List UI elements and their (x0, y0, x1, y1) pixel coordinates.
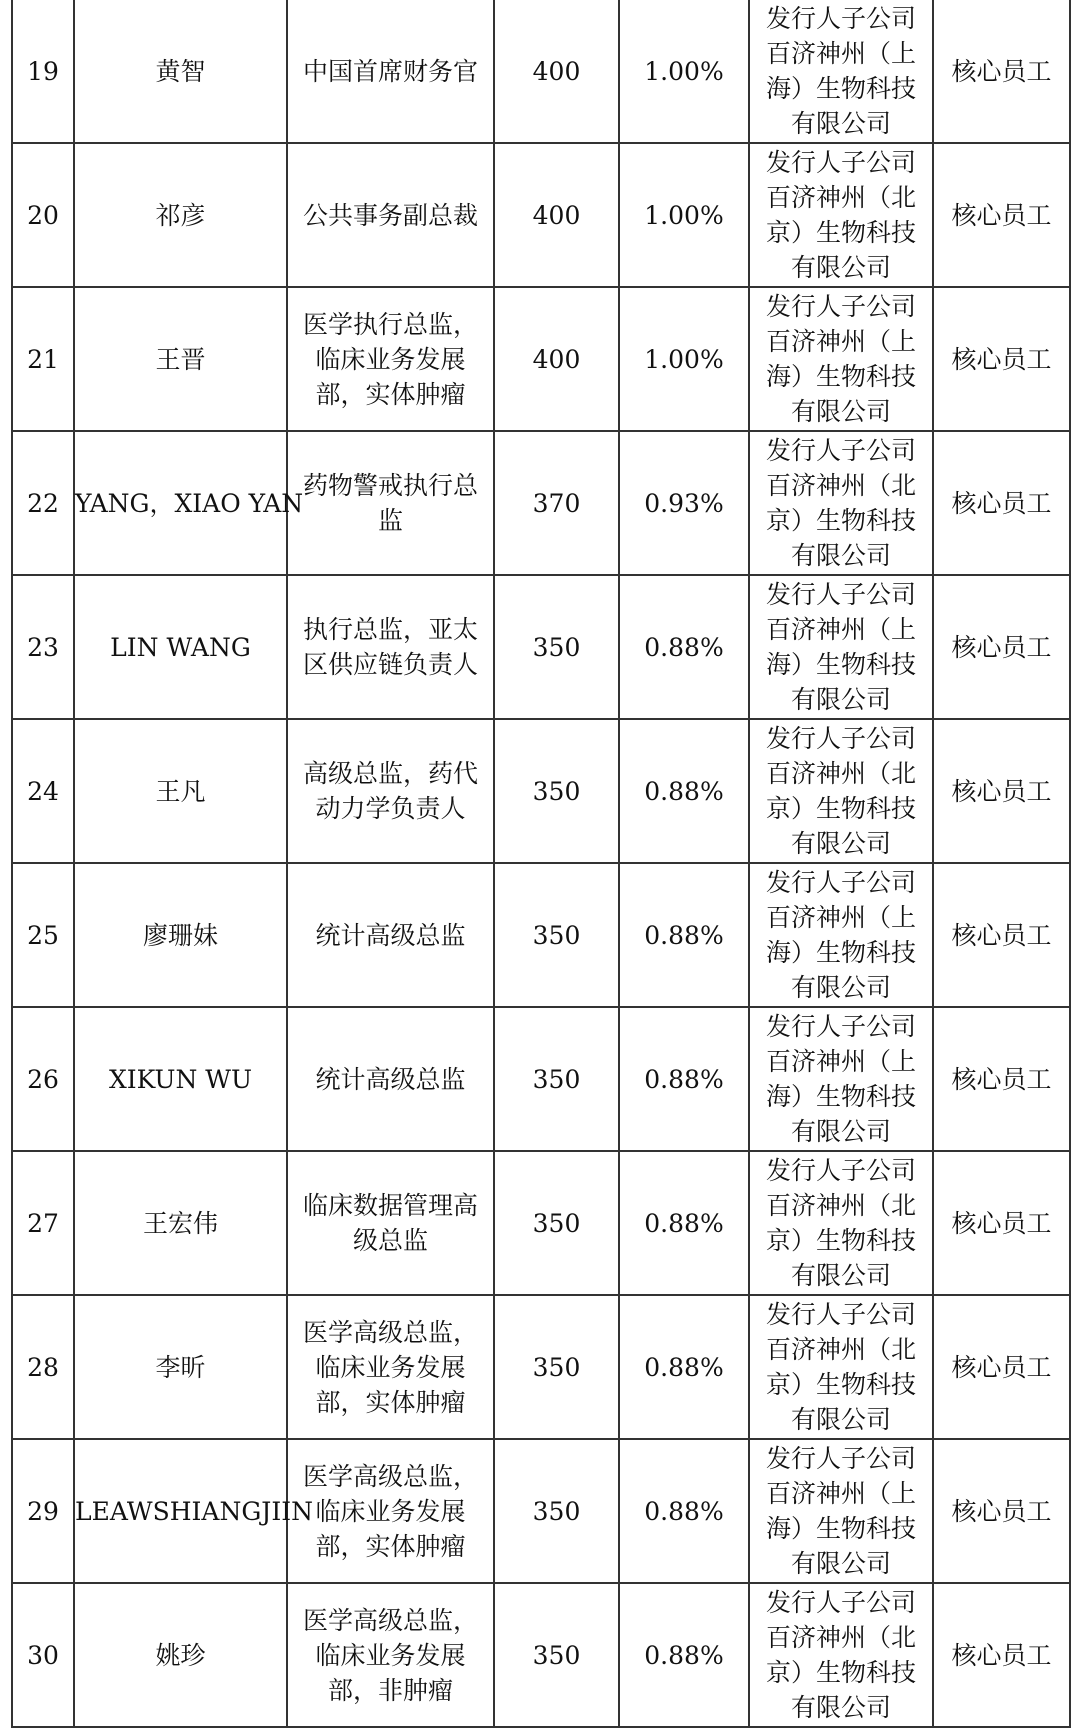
row-number: 20 (12, 143, 74, 287)
row-number: 23 (12, 575, 74, 719)
share-amount: 350 (494, 1439, 619, 1583)
employer: 发行人子公司百济神州（上海）生物科技有限公司 (749, 1439, 933, 1583)
share-amount: 350 (494, 1295, 619, 1439)
row-number: 26 (12, 1007, 74, 1151)
employee-type: 核心员工 (933, 1439, 1070, 1583)
table-row (12, 575, 1070, 719)
employee-allocation-table (11, 0, 1071, 1728)
employer: 发行人子公司百济神州（上海）生物科技有限公司 (749, 575, 933, 719)
table-row (12, 0, 1070, 143)
row-number: 30 (12, 1583, 74, 1727)
table-row (12, 719, 1070, 863)
share-percentage: 0.93% (619, 431, 749, 575)
employee-name: 廖珊妹 (74, 863, 287, 1007)
share-amount: 350 (494, 1007, 619, 1151)
share-amount: 350 (494, 1583, 619, 1727)
share-percentage: 0.88% (619, 1439, 749, 1583)
row-number: 19 (12, 0, 74, 143)
table-row (12, 1583, 1070, 1727)
employee-name: 王宏伟 (74, 1151, 287, 1295)
row-number: 29 (12, 1439, 74, 1583)
job-title: 药物警戒执行总监 (287, 431, 494, 575)
employee-type: 核心员工 (933, 431, 1070, 575)
employee-type: 核心员工 (933, 1007, 1070, 1151)
employer: 发行人子公司百济神州（上海）生物科技有限公司 (749, 1007, 933, 1151)
row-number: 28 (12, 1295, 74, 1439)
employee-type: 核心员工 (933, 0, 1070, 143)
employee-type: 核心员工 (933, 1295, 1070, 1439)
table-row (12, 863, 1070, 1007)
share-percentage: 0.88% (619, 1151, 749, 1295)
job-title: 高级总监，药代动力学负责人 (287, 719, 494, 863)
share-amount: 350 (494, 719, 619, 863)
job-title: 执行总监，亚太区供应链负责人 (287, 575, 494, 719)
share-amount: 370 (494, 431, 619, 575)
share-percentage: 1.00% (619, 287, 749, 431)
employee-type: 核心员工 (933, 1583, 1070, 1727)
employee-name: 祁彦 (74, 143, 287, 287)
employee-name: YANG，XIAO YAN (74, 431, 287, 575)
table-row (12, 1151, 1070, 1295)
employer: 发行人子公司百济神州（北京）生物科技有限公司 (749, 431, 933, 575)
job-title: 医学高级总监，临床业务发展部，实体肿瘤 (287, 1439, 494, 1583)
job-title: 中国首席财务官 (287, 0, 494, 143)
row-number: 25 (12, 863, 74, 1007)
job-title: 临床数据管理高级总监 (287, 1151, 494, 1295)
employer: 发行人子公司百济神州（北京）生物科技有限公司 (749, 1583, 933, 1727)
employee-type: 核心员工 (933, 1151, 1070, 1295)
share-percentage: 1.00% (619, 0, 749, 143)
share-amount: 350 (494, 1151, 619, 1295)
job-title: 医学执行总监，临床业务发展部，实体肿瘤 (287, 287, 494, 431)
share-percentage: 0.88% (619, 863, 749, 1007)
share-percentage: 0.88% (619, 575, 749, 719)
share-percentage: 1.00% (619, 143, 749, 287)
employee-type: 核心员工 (933, 143, 1070, 287)
share-percentage: 0.88% (619, 719, 749, 863)
share-amount: 400 (494, 143, 619, 287)
table-row (12, 287, 1070, 431)
employer: 发行人子公司百济神州（上海）生物科技有限公司 (749, 863, 933, 1007)
employee-name: XIKUN WU (74, 1007, 287, 1151)
employer: 发行人子公司百济神州（北京）生物科技有限公司 (749, 143, 933, 287)
employee-name: 姚珍 (74, 1583, 287, 1727)
job-title: 统计高级总监 (287, 1007, 494, 1151)
employee-type: 核心员工 (933, 575, 1070, 719)
share-amount: 400 (494, 0, 619, 143)
employee-type: 核心员工 (933, 719, 1070, 863)
employee-name: 黄智 (74, 0, 287, 143)
employer: 发行人子公司百济神州（上海）生物科技有限公司 (749, 287, 933, 431)
employee-name: LIN WANG (74, 575, 287, 719)
table-row (12, 1295, 1070, 1439)
share-amount: 350 (494, 863, 619, 1007)
row-number: 27 (12, 1151, 74, 1295)
job-title: 医学高级总监，临床业务发展部，非肿瘤 (287, 1583, 494, 1727)
employer: 发行人子公司百济神州（北京）生物科技有限公司 (749, 1151, 933, 1295)
row-number: 22 (12, 431, 74, 575)
table-row (12, 1007, 1070, 1151)
job-title: 公共事务副总裁 (287, 143, 494, 287)
share-amount: 350 (494, 575, 619, 719)
table-row (12, 431, 1070, 575)
employer: 发行人子公司百济神州（北京）生物科技有限公司 (749, 719, 933, 863)
employer: 发行人子公司百济神州（北京）生物科技有限公司 (749, 1295, 933, 1439)
share-amount: 400 (494, 287, 619, 431)
table-row (12, 143, 1070, 287)
employee-type: 核心员工 (933, 863, 1070, 1007)
table-body (12, 0, 1070, 1727)
share-percentage: 0.88% (619, 1583, 749, 1727)
table-row (12, 1439, 1070, 1583)
employee-name: 王凡 (74, 719, 287, 863)
employee-type: 核心员工 (933, 287, 1070, 431)
employee-name: 王晋 (74, 287, 287, 431)
row-number: 24 (12, 719, 74, 863)
employer: 发行人子公司百济神州（上海）生物科技有限公司 (749, 0, 933, 143)
row-number: 21 (12, 287, 74, 431)
job-title: 医学高级总监，临床业务发展部，实体肿瘤 (287, 1295, 494, 1439)
share-percentage: 0.88% (619, 1007, 749, 1151)
share-percentage: 0.88% (619, 1295, 749, 1439)
job-title: 统计高级总监 (287, 863, 494, 1007)
employee-name: LEAWSHIANGJIIN (74, 1439, 287, 1583)
employee-name: 李昕 (74, 1295, 287, 1439)
